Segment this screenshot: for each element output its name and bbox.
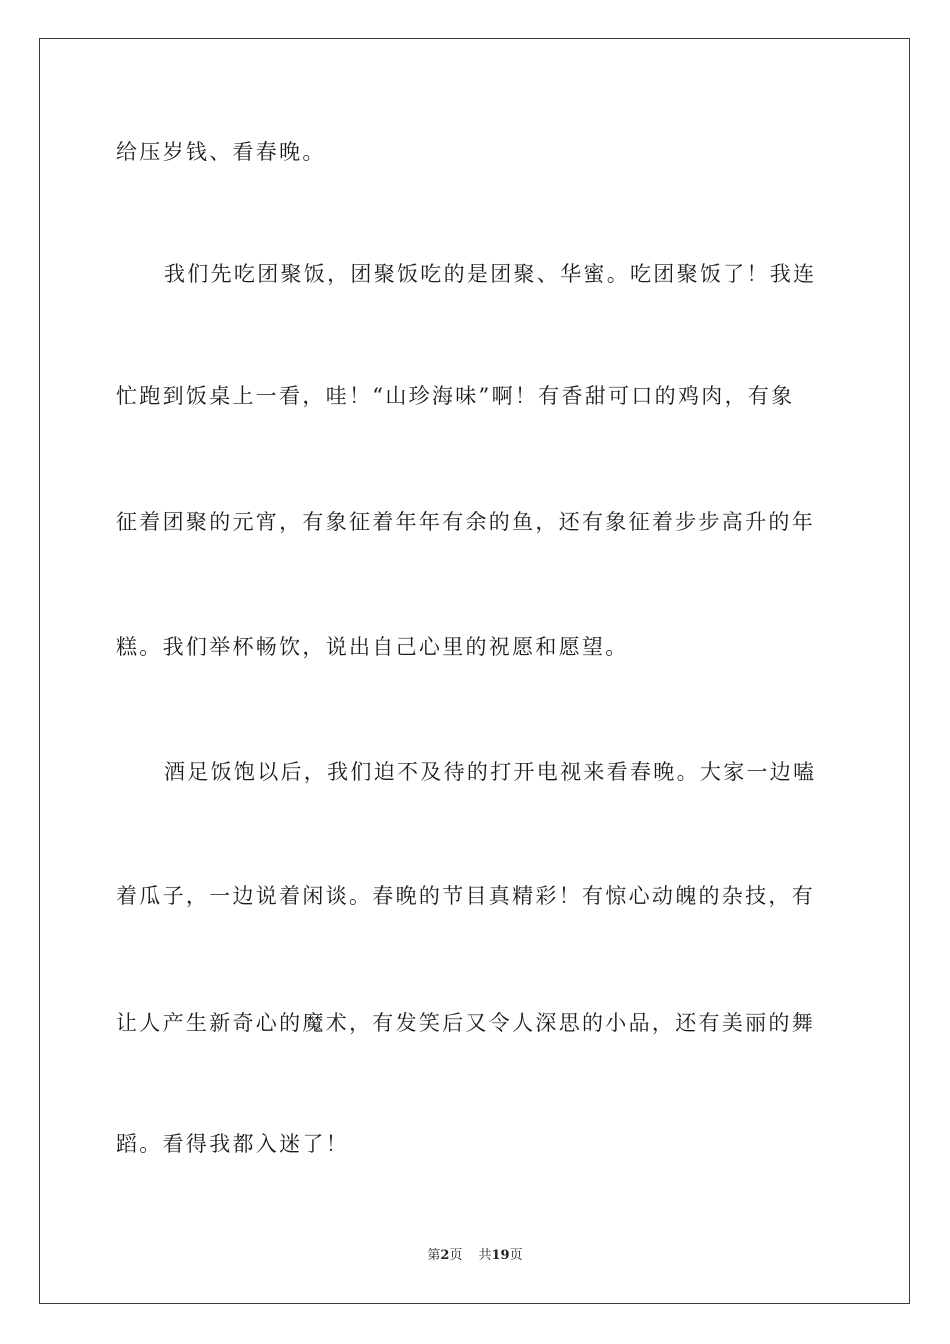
paragraph-line: 蹈。看得我都入迷了！: [116, 1132, 349, 1156]
paragraph-line: 让人产生新奇心的魔术，有发笑后又令人深思的小品，还有美丽的舞: [116, 1011, 815, 1035]
paragraph-line: 酒足饭饱以后，我们迫不及待的打开电视来看春晚。大家一边嗑: [164, 760, 817, 784]
paragraph-line: 征着团聚的元宵，有象征着年年有余的鱼，还有象征着步步高升的年: [116, 510, 815, 534]
paragraph-line: 忙跑到饭桌上一看，哇！“山珍海味”啊！有香甜可口的鸡肉，有象: [116, 384, 795, 408]
page-number: 第2页: [427, 1248, 463, 1263]
paragraph-line: 着瓜子，一边说着闲谈。春晚的节目真精彩！有惊心动魄的杂技，有: [116, 884, 815, 908]
page-border: [39, 38, 910, 1304]
paragraph-line: 我们先吃团聚饭，团聚饭吃的是团聚、华蜜。吃团聚饭了！我连: [164, 262, 817, 286]
page-footer: [0, 1247, 950, 1265]
page-total: 共19页: [478, 1248, 523, 1263]
paragraph-line: 给压岁钱、看春晚。: [116, 140, 326, 164]
paragraph-line: 糕。我们举杯畅饮，说出自己心里的祝愿和愿望。: [116, 635, 629, 659]
